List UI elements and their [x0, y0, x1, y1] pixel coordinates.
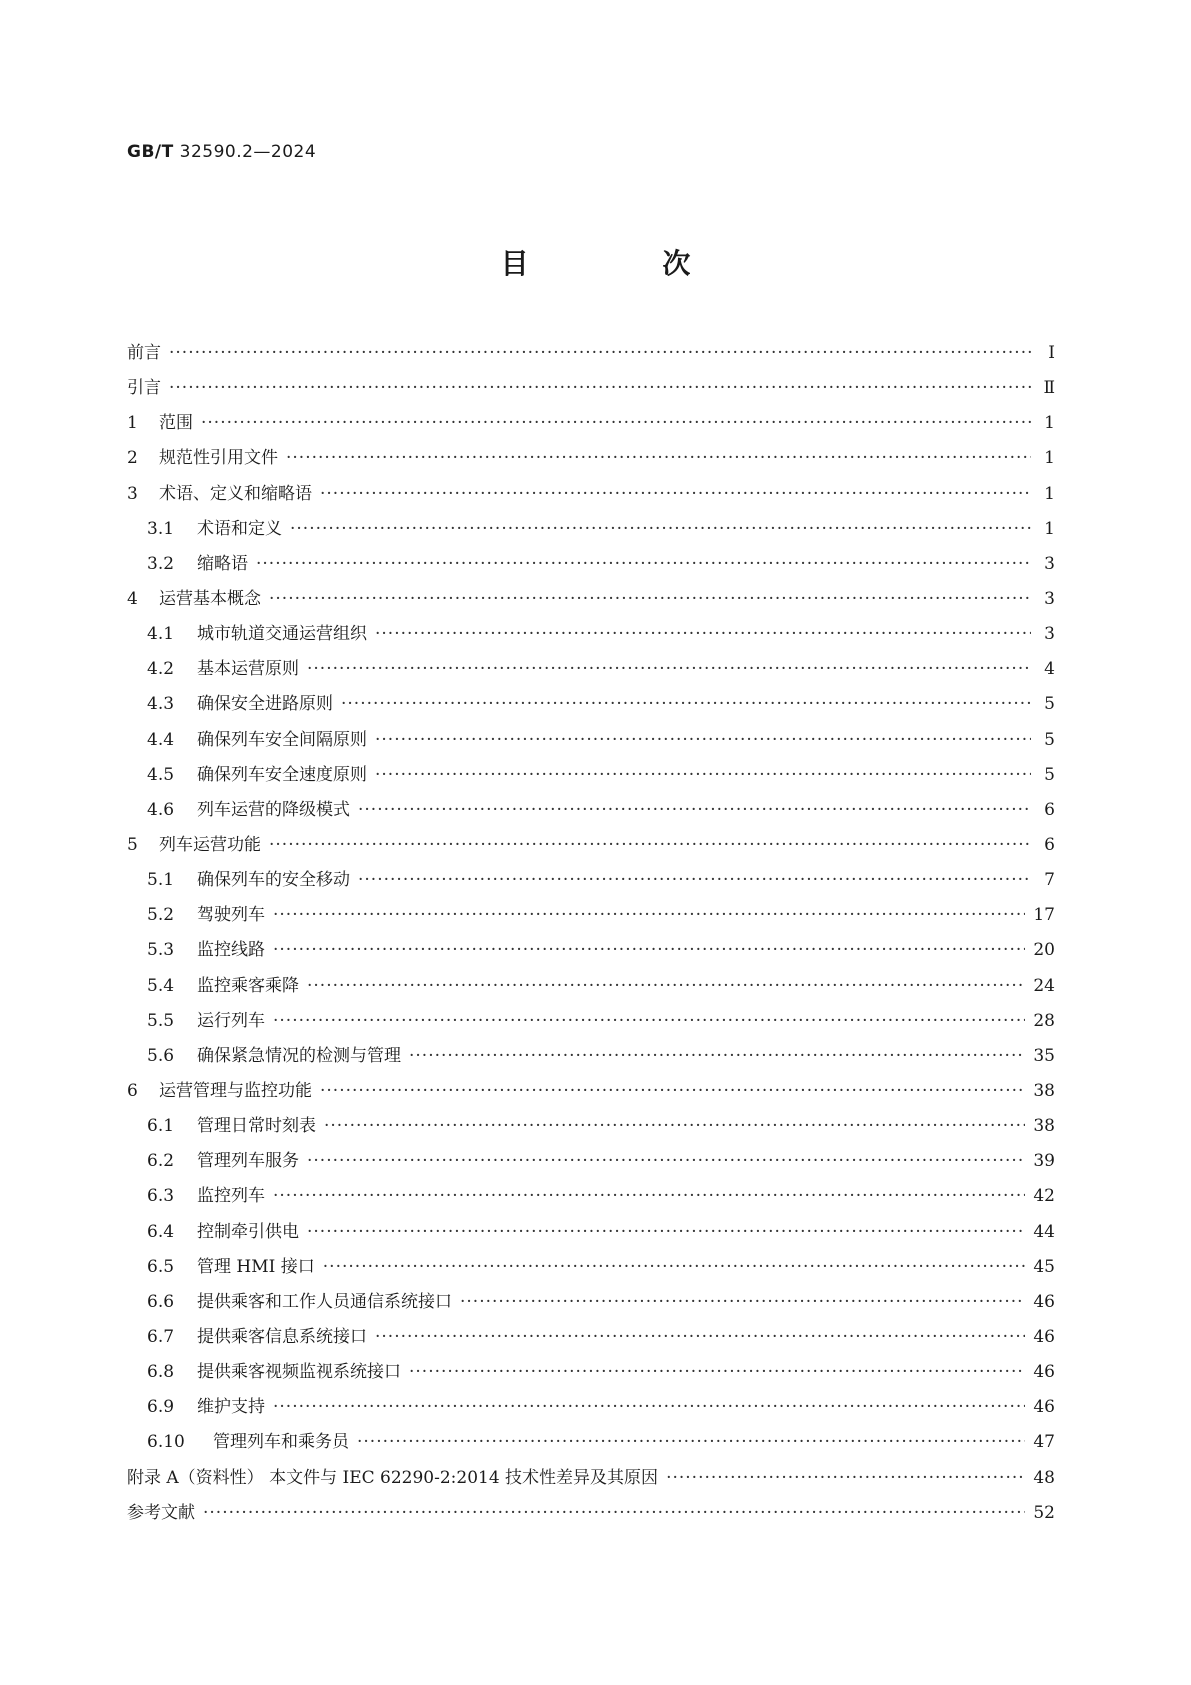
toc-entry[interactable]	[127, 1252, 1055, 1287]
standard-code-number: 32590.2—2024	[179, 142, 317, 162]
toc-entry-title: 提供乘客信息系统接口	[197, 1326, 367, 1347]
toc-entry-page: 46	[1033, 1326, 1055, 1347]
toc-entry-title: 驾驶列车	[197, 905, 265, 926]
toc-entry-title: 前言	[127, 343, 161, 363]
toc-entry-page: Ⅱ	[1043, 378, 1055, 399]
toc-entry-page: 5	[1044, 694, 1055, 715]
toc-entry-number: 6	[127, 1080, 138, 1101]
toc-entry-page: 3	[1044, 588, 1055, 609]
toc-entry[interactable]	[127, 1463, 1055, 1498]
toc-leader-dots	[169, 343, 1031, 363]
toc-leader-dots	[358, 800, 1031, 820]
toc-entry[interactable]	[127, 1357, 1055, 1392]
toc-entry-page: 35	[1033, 1045, 1055, 1066]
toc-entry-title: 列车运营功能	[159, 834, 261, 855]
toc-leader-dots	[273, 1011, 1025, 1031]
toc-leader-dots	[375, 730, 1031, 750]
toc-entry-title: 参考文献	[127, 1502, 195, 1523]
toc-entry-title: 确保列车安全速度原则	[197, 764, 367, 785]
toc-entry-number: 4	[127, 588, 138, 609]
toc-entry-title: 管理列车和乘务员	[213, 1432, 349, 1453]
toc-entry-title: 运行列车	[197, 1010, 265, 1031]
toc-entry-title: 确保安全进路原则	[197, 694, 333, 715]
toc-entry-page: 38	[1033, 1116, 1055, 1137]
toc-entry-number: 1	[127, 413, 138, 434]
toc-entry-title: 管理 HMI 接口	[197, 1256, 315, 1277]
toc-entry[interactable]	[127, 1322, 1055, 1357]
toc-leader-dots	[269, 835, 1031, 855]
toc-entry-number: 5.2	[147, 905, 175, 926]
toc-entry-page: 24	[1033, 975, 1055, 996]
toc-leader-dots	[409, 1046, 1025, 1066]
toc-entry-page: 45	[1033, 1256, 1055, 1277]
toc-entry-number: 5.6	[147, 1045, 175, 1066]
toc-leader-dots	[324, 1116, 1025, 1136]
toc-leader-dots	[375, 765, 1031, 785]
toc-entry-title: 提供乘客视频监视系统接口	[197, 1362, 401, 1383]
toc-entry-page: 46	[1033, 1397, 1055, 1418]
toc-leader-dots	[320, 484, 1031, 504]
toc-entry[interactable]	[127, 1111, 1055, 1146]
toc-entry-number: 4.5	[147, 764, 175, 785]
toc-entry-title: 缩略语	[197, 553, 248, 574]
toc-entry[interactable]	[127, 584, 1055, 619]
toc-leader-dots	[409, 1362, 1025, 1382]
standard-code	[127, 142, 316, 162]
toc-entry[interactable]	[127, 795, 1055, 830]
toc-entry-number: 4.2	[147, 659, 175, 680]
toc-entry[interactable]	[127, 935, 1055, 970]
toc-entry-page: Ⅰ	[1048, 343, 1055, 363]
toc-entry-number: 6.4	[147, 1221, 175, 1242]
toc-leader-dots	[460, 1292, 1025, 1312]
toc-entry-title: 监控列车	[197, 1186, 265, 1207]
toc-entry-number: 5.4	[147, 975, 175, 996]
toc-entry-number: 5.3	[147, 940, 175, 961]
toc-leader-dots	[273, 1186, 1025, 1206]
standard-code-prefix: GB/T	[127, 142, 174, 162]
toc-entry[interactable]	[127, 1146, 1055, 1181]
toc-entry-page: 5	[1044, 764, 1055, 785]
toc-leader-dots	[358, 870, 1031, 890]
toc-entry-number: 4.4	[147, 729, 175, 750]
toc-leader-dots	[320, 1081, 1025, 1101]
toc-entry[interactable]	[127, 1392, 1055, 1427]
toc-entry[interactable]	[127, 1217, 1055, 1252]
toc-entry-page: 3	[1044, 553, 1055, 574]
toc-leader-dots	[307, 659, 1031, 679]
toc-entry-page: 6	[1044, 799, 1055, 820]
toc-entry[interactable]	[127, 514, 1055, 549]
toc-leader-dots	[375, 624, 1031, 644]
toc-entry-page: 39	[1033, 1151, 1055, 1172]
toc-entry-title: 基本运营原则	[197, 659, 299, 680]
toc-entry-title: 维护支持	[197, 1397, 265, 1418]
toc-entry-title: 运营基本概念	[159, 588, 261, 609]
table-of-contents	[127, 338, 1055, 1533]
toc-entry[interactable]	[127, 654, 1055, 689]
toc-entry[interactable]	[127, 689, 1055, 724]
toc-entry-page: 1	[1044, 483, 1055, 504]
toc-leader-dots	[256, 554, 1031, 574]
toc-entry-number: 6.7	[147, 1326, 175, 1347]
toc-entry-title: 规范性引用文件	[159, 448, 278, 469]
toc-entry-title: 确保列车的安全移动	[197, 870, 350, 891]
toc-leader-dots	[307, 1151, 1025, 1171]
toc-entry-number: 6.10	[147, 1432, 185, 1453]
toc-entry-page: 38	[1033, 1080, 1055, 1101]
toc-leader-dots	[666, 1468, 1025, 1488]
toc-entry-page: 42	[1033, 1186, 1055, 1207]
toc-leader-dots	[169, 378, 1031, 398]
toc-entry-page: 46	[1033, 1291, 1055, 1312]
toc-entry[interactable]	[127, 1041, 1055, 1076]
toc-leader-dots	[203, 1503, 1025, 1523]
toc-entry[interactable]	[127, 1427, 1055, 1462]
toc-entry-title: 运营管理与监控功能	[159, 1080, 312, 1101]
toc-entry-number: 3.1	[147, 518, 175, 539]
toc-entry-number: 6.3	[147, 1186, 175, 1207]
toc-entry[interactable]	[127, 725, 1055, 760]
toc-entry[interactable]	[127, 443, 1055, 478]
toc-entry-number: 3.2	[147, 553, 175, 574]
toc-entry[interactable]	[127, 619, 1055, 654]
toc-entry[interactable]	[127, 1181, 1055, 1216]
toc-entry-number: 4.1	[147, 624, 175, 645]
toc-entry[interactable]	[127, 971, 1055, 1006]
toc-entry-title: 管理列车服务	[197, 1151, 299, 1172]
toc-entry[interactable]	[127, 549, 1055, 584]
toc-leader-dots	[201, 413, 1031, 433]
toc-leader-dots	[290, 519, 1031, 539]
toc-entry-title: 确保紧急情况的检测与管理	[197, 1045, 401, 1066]
toc-entry-number: 6.6	[147, 1291, 175, 1312]
toc-entry-number: 5.1	[147, 870, 175, 891]
toc-entry-page: 47	[1033, 1432, 1055, 1453]
toc-leader-dots	[307, 976, 1025, 996]
toc-entry-title: 监控乘客乘降	[197, 975, 299, 996]
toc-leader-dots	[273, 1397, 1025, 1417]
toc-entry-title: 术语、定义和缩略语	[159, 483, 312, 504]
toc-entry-title: 确保列车安全间隔原则	[197, 729, 367, 750]
toc-entry-page: 17	[1033, 905, 1055, 926]
toc-entry-title: 城市轨道交通运营组织	[197, 624, 367, 645]
toc-entry[interactable]	[127, 830, 1055, 865]
toc-entry-title: 术语和定义	[197, 518, 282, 539]
toc-entry-title: 附录 A（资料性） 本文件与 IEC 62290-2:2014 技术性差异及其原因	[127, 1467, 659, 1488]
toc-entry[interactable]	[127, 865, 1055, 900]
toc-entry-page: 46	[1033, 1362, 1055, 1383]
toc-entry-page: 7	[1044, 870, 1055, 891]
toc-leader-dots	[273, 940, 1025, 960]
toc-entry-title: 管理日常时刻表	[197, 1116, 316, 1137]
toc-entry-title: 控制牵引供电	[197, 1221, 299, 1242]
toc-entry[interactable]	[127, 479, 1055, 514]
toc-entry-page: 4	[1044, 659, 1055, 680]
toc-entry-number: 6.5	[147, 1256, 175, 1277]
toc-entry-page: 28	[1033, 1010, 1055, 1031]
toc-entry-number: 6.2	[147, 1151, 175, 1172]
toc-entry[interactable]	[127, 338, 1055, 373]
toc-entry-title: 提供乘客和工作人员通信系统接口	[197, 1291, 452, 1312]
toc-entry-page: 48	[1033, 1467, 1055, 1488]
toc-leader-dots	[307, 1222, 1025, 1242]
toc-entry-title: 引言	[127, 378, 161, 399]
toc-entry-page: 44	[1033, 1221, 1055, 1242]
toc-leader-dots	[323, 1257, 1026, 1277]
toc-leader-dots	[341, 694, 1031, 714]
toc-leader-dots	[286, 448, 1031, 468]
toc-entry[interactable]	[127, 1287, 1055, 1322]
toc-leader-dots	[357, 1432, 1025, 1452]
toc-entry[interactable]	[127, 1006, 1055, 1041]
toc-entry-number: 5	[127, 834, 138, 855]
toc-entry[interactable]	[127, 373, 1055, 408]
toc-leader-dots	[273, 905, 1025, 925]
toc-entry-page: 1	[1044, 413, 1055, 434]
toc-entry-number: 6.8	[147, 1362, 175, 1383]
toc-entry-page: 6	[1044, 834, 1055, 855]
toc-entry-page: 1	[1044, 448, 1055, 469]
toc-entry-number: 4.6	[147, 799, 175, 820]
toc-entry-number: 6.1	[147, 1116, 175, 1137]
toc-entry-number: 6.9	[147, 1397, 175, 1418]
toc-entry-title: 列车运营的降级模式	[197, 799, 350, 820]
toc-entry-number: 3	[127, 483, 138, 504]
toc-entry-number: 5.5	[147, 1010, 175, 1031]
toc-entry[interactable]	[127, 408, 1055, 443]
toc-entry[interactable]	[127, 1076, 1055, 1111]
toc-entry-page: 5	[1044, 729, 1055, 750]
toc-entry-page: 52	[1033, 1502, 1055, 1523]
toc-entry-page: 1	[1044, 518, 1055, 539]
toc-entry-title: 监控线路	[197, 940, 265, 961]
toc-entry-page: 3	[1044, 624, 1055, 645]
toc-entry[interactable]	[127, 760, 1055, 795]
toc-entry-number: 2	[127, 448, 138, 469]
toc-entry-number: 4.3	[147, 694, 175, 715]
toc-entry-title: 范围	[159, 413, 193, 434]
toc-leader-dots	[269, 589, 1031, 609]
toc-leader-dots	[375, 1327, 1025, 1347]
toc-entry[interactable]	[127, 1498, 1055, 1533]
page-title: 目 次	[500, 247, 753, 280]
toc-entry[interactable]	[127, 900, 1055, 935]
toc-entry-page: 20	[1033, 940, 1055, 961]
